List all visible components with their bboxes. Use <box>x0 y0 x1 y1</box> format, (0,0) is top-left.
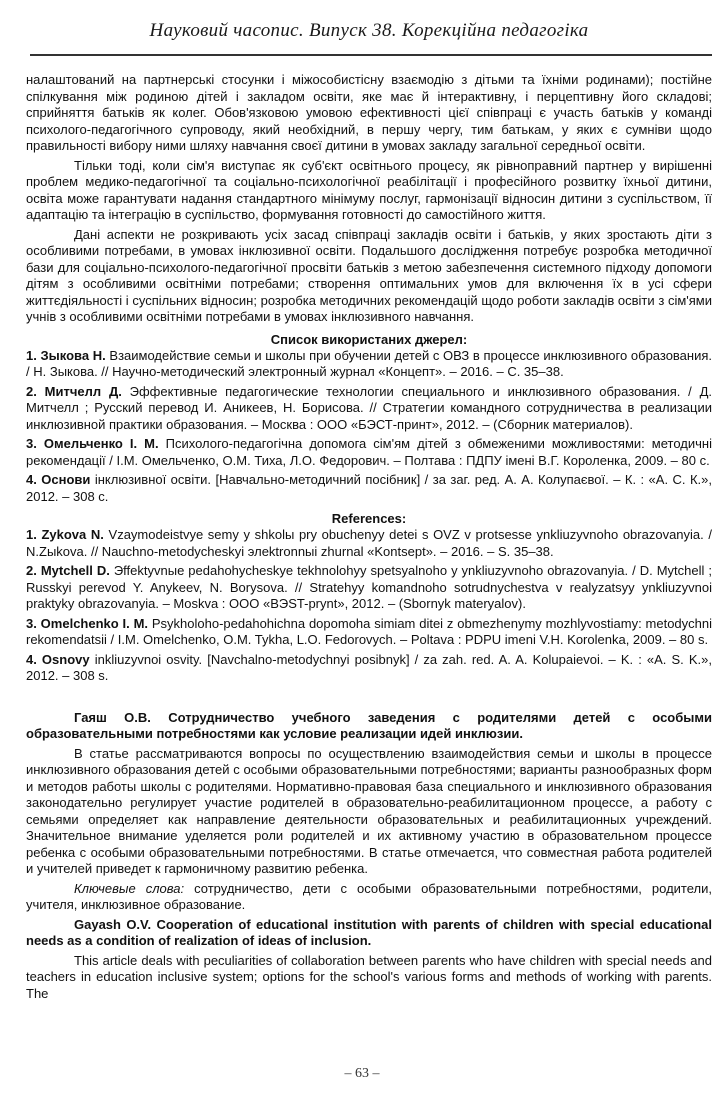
reference-author: 2. Mytchell D. <box>26 563 110 578</box>
reference-text: Эffektyvnыe pedahohycheskye tekhnolohyy spetsyalnoho y ynkliuzyvnoho obrazovanyia. / D. Mytchell ; Russkyi perevod Y. Anykeev, N. Borysova. // Stratehyy komandnoho sotrudnychestva v realyzatsyy ynkliuzyvnoi praktyky obrazovanyia. – Moskva : OOO «BЭST-prynt», 2012. – (Sbornyk materyalov). <box>26 563 713 611</box>
source-item <box>26 384 712 434</box>
reference-text: Vzaymodeistvye semy y shkolы pry obuchenyy detei s OVZ v protsesse ynkliuzyvnoho obrazovanyia. / N.Zыkova. // Nauchno-metodycheskyi элektronnыi zhurnal «Kontsept». – 2016. – S. 35–38. <box>26 527 712 559</box>
source-item <box>26 348 712 381</box>
reference-item <box>26 652 712 685</box>
references-title: References: <box>331 511 407 526</box>
running-header: Науковий часопис. Випуск 38. Корекційна педагогіка <box>149 20 589 41</box>
abstract-ru-keywords <box>26 881 712 914</box>
source-author: 4. Основи <box>26 472 91 487</box>
abstract-en-body: This article deals with peculiarities of collaboration between parents who have children with special needs and teachers in education inclusive system; options for the school's various forms and methods of working with parents. The <box>26 952 712 1001</box>
source-author: 1. Зыкова Н. <box>26 347 106 363</box>
article-body <box>26 72 712 1002</box>
source-text: Психолого-педагогічна допомога сім'ям дітей з обмеженими можливостями: методичні рекомендації / І.М. Омельченко, О.М. Тиха, Л.О. Федорович. – Полтава : ПДПУ імені В.Г. Короленка, 2009. – 80 с. <box>26 436 712 468</box>
paragraph: Дані аспекти не розкривають усіх засад співпраці закладів освіти і батьків, у яких зростають діти з особливими потребами, в умовах інклюзивної освіти. Подальшого дослідження потребує розробка методичної бази для соціально-психолого-педагогічної просвіти батьків з метою забезпечення системного підходу допомоги дітям з особливими освітніми потребами; створення оптимальних умов для включення їх в усі сфери життєдіяльності і суспільних відносин; розробка методичних рекомендацій щодо роботи закладів освіти з сім'ями учнів з особливими освітніми потребами в умовах інклюзивного навчання. <box>26 226 712 324</box>
sources-title: Список використаних джерел: <box>270 331 468 347</box>
spacer <box>26 688 712 710</box>
paragraph-continued: налаштований на партнерські стосунки і міжособистісну взаємодію з дітьми та їхніми родинами); постійне спілкування між родиною дітей і закладом освіти, яке має й інтерактивну, і перцептивну його складові; сприйняття батьків як колег. Обов'язковою умовою ефективності цієї співпраці є участь батьків у команді психолого-педагогічного супроводу, який необхідний, в першу чергу, тим батькам, у яких є сумніви щодо правильності вибору ними шляху навчання своєї дитини в умовах закладу загальної середньої освіти. <box>26 72 712 153</box>
source-text: Взаимодействие семьи и школы при обучении детей с ОВЗ в процессе инклюзивного образования. / Н. Зыкова. // Научно-методический электронный журнал «Концепт». – 2016. – С. 35–38. <box>26 347 713 379</box>
source-item <box>26 436 712 469</box>
source-item <box>26 472 712 505</box>
reference-author: 4. Osnovy <box>26 651 90 667</box>
abstract-ru-body: В статье рассматриваются вопросы по осуществлению взаимодействия семьи и школы в процессе инклюзивного образования детей с особыми образовательными потребностями; варианты разнообразных форм и методов работы школы с родителями. Нормативно-правовая база специального и инклюзивного образования законодательно регулирует участие родителей в образовательно-реабилитационном процессе, а работу с семьями определяет как направление деятельности образовательных и реабилитационных учреждений. Значительное внимание уделяется роли родителей и их активному участию в образовательном процессе ребенка с особыми образовательными потребностями. В статье отмечается, что совместная работа родителей и учителей приведет к гармоничному развитию ребенка. <box>26 745 712 876</box>
paragraph: Тільки тоді, коли сім'я виступає як суб'єкт освітнього процесу, як рівноправний партнер у вирішенні проблем медико-педагогічної та соціально-психологічної реабілітації і професійного розвитку їхньої дитини, освіта може гарантувати надання стандартного мінімуму послуг, гармонізації відносин дитини з суспільством, її адаптацію та інтеграцію в суспільство, формування готовності до самостійного життя. <box>26 157 712 222</box>
abstract-en-heading: Gayash O.V. Cooperation of educational institution with parents of children with special educational needs as a condition of realization of ideas of inclusion. <box>26 916 712 948</box>
abstract-ru-heading: Гаяш О.В. Сотрудничество учебного заведения с родителями детей с особыми образовательными потребностями как условие реализации идей инклюзии. <box>26 709 712 741</box>
reference-author: 1. Zykova N. <box>26 527 104 542</box>
reference-item <box>26 527 712 560</box>
source-text: Эффективные педагогические технологии специального и инклюзивного образования. / Д. Митчелл ; Русский перевод И. Аникеев, Н. Борисова. // Стратегии командного сотрудничества в реализации инклюзивной практики образования. – Москва : ООО «БЭСТ-принт», 2012. – (Сборник материалов). <box>26 383 712 432</box>
keywords-label: Ключевые слова: <box>74 880 185 896</box>
keywords-text: сотрудничество, дети с особыми образовательными потребностями, родители, учителя, инклюзивное образование. <box>26 880 712 912</box>
source-text: інклюзивної освіти. [Навчально-методичний посібник] / за заг. ред. А. А. Колупаєвої. – К. : «А. С. К.», 2012. – 308 с. <box>26 472 712 504</box>
reference-author: 3. Omelchenko I. M. <box>26 615 149 631</box>
source-author: 2. Митчелл Д. <box>26 383 122 399</box>
header-rule <box>30 54 712 56</box>
reference-item <box>26 563 712 613</box>
reference-text: Psykholoho-pedahohichna dopomoha simiam ditei z obmezhenymy mozhlyvostiamy: metodychni rekomendatsii / I.M. Omelchenko, O.M. Tykha, L.O. Fedorovych. – Poltava : PDPU imeni V.H. Korolenka, 2009. – 80 s. <box>26 615 712 647</box>
reference-item <box>26 616 712 649</box>
page-number: – 63 – <box>344 1066 380 1081</box>
source-author: 3. Омельченко І. М. <box>26 436 159 451</box>
reference-text: inkliuzyvnoi osvity. [Navchalno-metodychnyi posibnyk] / za zah. red. A. A. Kolupaievoi. – K. : «A. S. K.», 2012. – 308 s. <box>26 651 713 683</box>
